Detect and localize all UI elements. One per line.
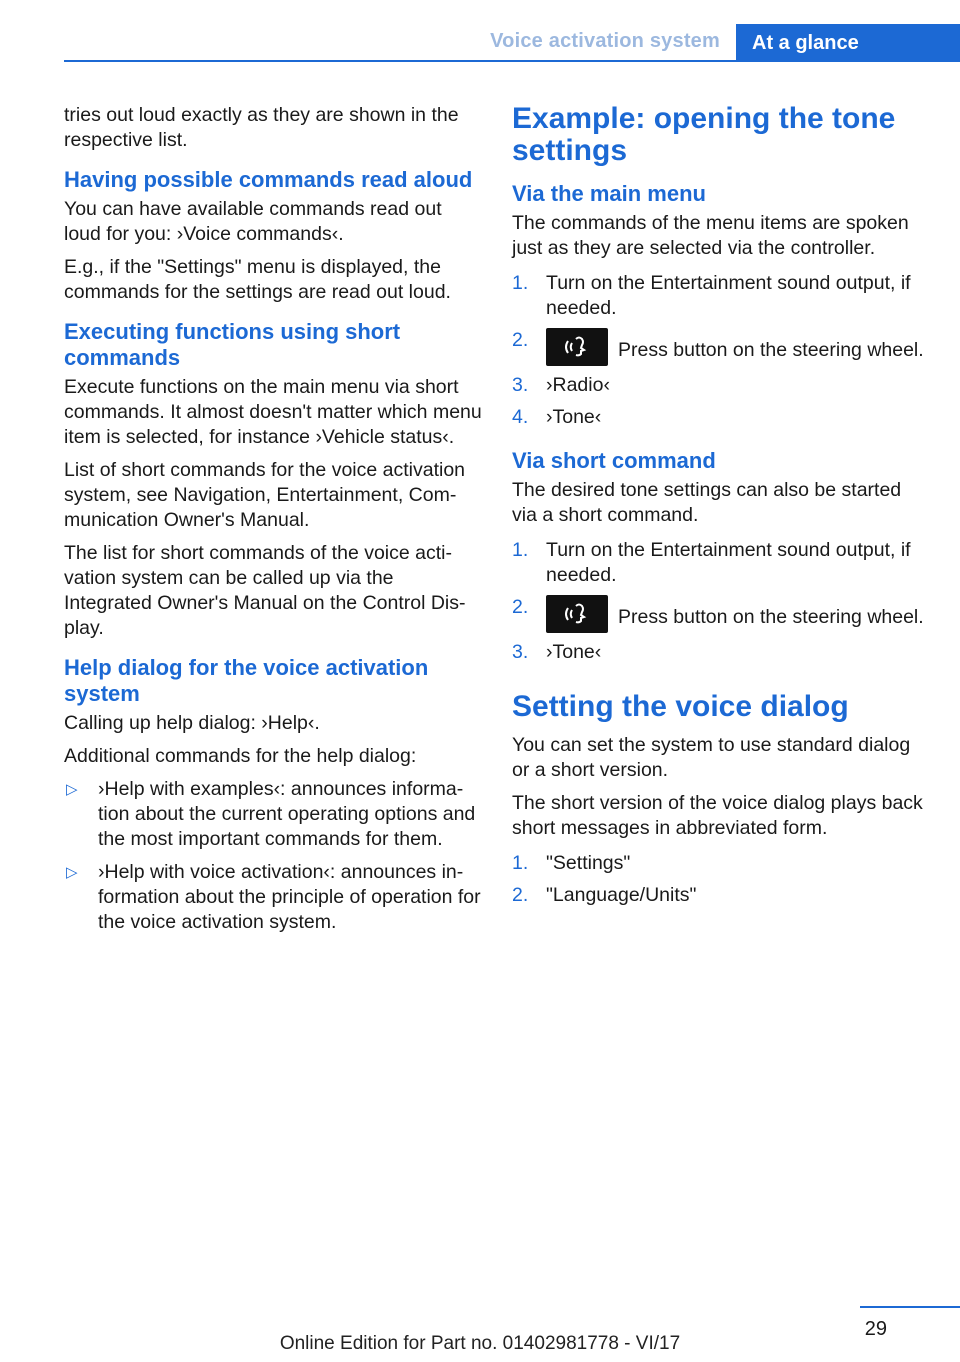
paragraph: You can set the system to use standard dialog or a short version.: [512, 734, 911, 781]
list-item: [512, 595, 930, 633]
left-column: [64, 103, 482, 943]
triangle-bullet-icon: ▷: [66, 781, 78, 798]
step-number: 2.: [512, 596, 529, 618]
step-text: ›Radio‹: [546, 374, 610, 396]
list-item: [512, 405, 930, 430]
list-item: [512, 640, 930, 665]
heading-example-tone: Example: opening the tone settings: [512, 102, 896, 167]
list-item: [512, 538, 930, 588]
list-item: [512, 271, 930, 321]
paragraph: Execute functions on the main menu via short commands. It almost doesn't matter which menu item is selected, for instance ›Vehicle status‹.: [64, 376, 482, 448]
page-number: 29: [864, 1318, 887, 1340]
voice-button-icon: [546, 328, 608, 366]
step-text: "Settings": [546, 852, 631, 874]
voice-button-icon: [546, 595, 608, 633]
steps-voice-dialog: [512, 851, 930, 908]
paragraph: The desired tone settings can also be started via a short command.: [512, 479, 902, 526]
step-text: ›Tone‹: [546, 641, 602, 663]
heading-voice-dialog: Setting the voice dialog: [512, 690, 849, 723]
step-text: Press button on the steering wheel.: [618, 606, 924, 628]
list-item: [512, 328, 930, 366]
heading-short-command: Via short command: [512, 448, 716, 473]
step-number: 2.: [512, 329, 529, 351]
step-number: 3.: [512, 641, 529, 663]
step-text: Press button on the steering wheel.: [618, 339, 924, 361]
paragraph: The commands of the menu items are spoken just as they are selected via the controller.: [512, 212, 909, 259]
step-number: 1.: [512, 852, 529, 874]
list-item-text: ›Help with examples‹: announces informa‐ tion about the current operating options and the most important commands for them.: [98, 778, 476, 850]
footer-rule: [860, 1306, 960, 1308]
list-item: [512, 373, 930, 398]
paragraph: The short version of the voice dialog plays back short messages in abbreviated form.: [512, 792, 923, 839]
step-text: ›Tone‹: [546, 406, 602, 428]
step-text: Turn on the Entertainment sound output, if needed.: [546, 539, 911, 586]
heading-read-aloud: Having possible commands read aloud: [64, 167, 473, 192]
list-item: [64, 777, 482, 852]
step-text: Turn on the Entertainment sound output, if needed.: [546, 272, 911, 319]
heading-help-dialog: Help dialog for the voice activation system: [64, 655, 429, 706]
triangle-bullet-icon: ▷: [66, 864, 78, 881]
steps-main-menu: [512, 271, 930, 430]
steps-short-command: [512, 538, 930, 665]
step-number: 4.: [512, 406, 529, 428]
list-item: [64, 860, 482, 935]
step-number: 3.: [512, 374, 529, 396]
paragraph: The list for short commands of the voice acti‐ vation system can be called up via the Integrated Owner's Manual on the Control Dis‐ play.: [64, 542, 466, 639]
header-section-title: Voice activation system: [490, 30, 720, 52]
list-item-text: ›Help with voice activation‹: announces in‐ formation about the principle of operation for the voice activation system.: [98, 861, 481, 933]
heading-main-menu: Via the main menu: [512, 181, 706, 206]
header-chapter-tab: At a glance: [736, 24, 960, 62]
paragraph: tries out loud exactly as they are shown in the respective list.: [64, 104, 459, 151]
paragraph: You can have available commands read out loud for you: ›Voice commands‹.: [64, 198, 442, 245]
list-item: [512, 851, 930, 876]
help-command-list: [64, 777, 482, 935]
paragraph: Calling up help dialog: ›Help‹.: [64, 712, 320, 734]
footer-edition: Online Edition for Part no. 01402981778 - VI/17: [279, 1333, 681, 1354]
step-number: 1.: [512, 272, 529, 294]
heading-short-commands: Executing functions using short commands: [64, 319, 401, 370]
step-text: "Language/Units": [546, 884, 697, 906]
list-item: [512, 883, 930, 908]
paragraph: Additional commands for the help dialog:: [64, 745, 417, 767]
right-column: [512, 103, 930, 926]
step-number: 2.: [512, 884, 529, 906]
paragraph: List of short commands for the voice activation system, see Navigation, Entertainment, Com‐ munication Owner's Manual.: [64, 459, 466, 531]
paragraph: E.g., if the "Settings" menu is displayed, the commands for the settings are read out loud.: [64, 256, 451, 303]
step-number: 1.: [512, 539, 529, 561]
